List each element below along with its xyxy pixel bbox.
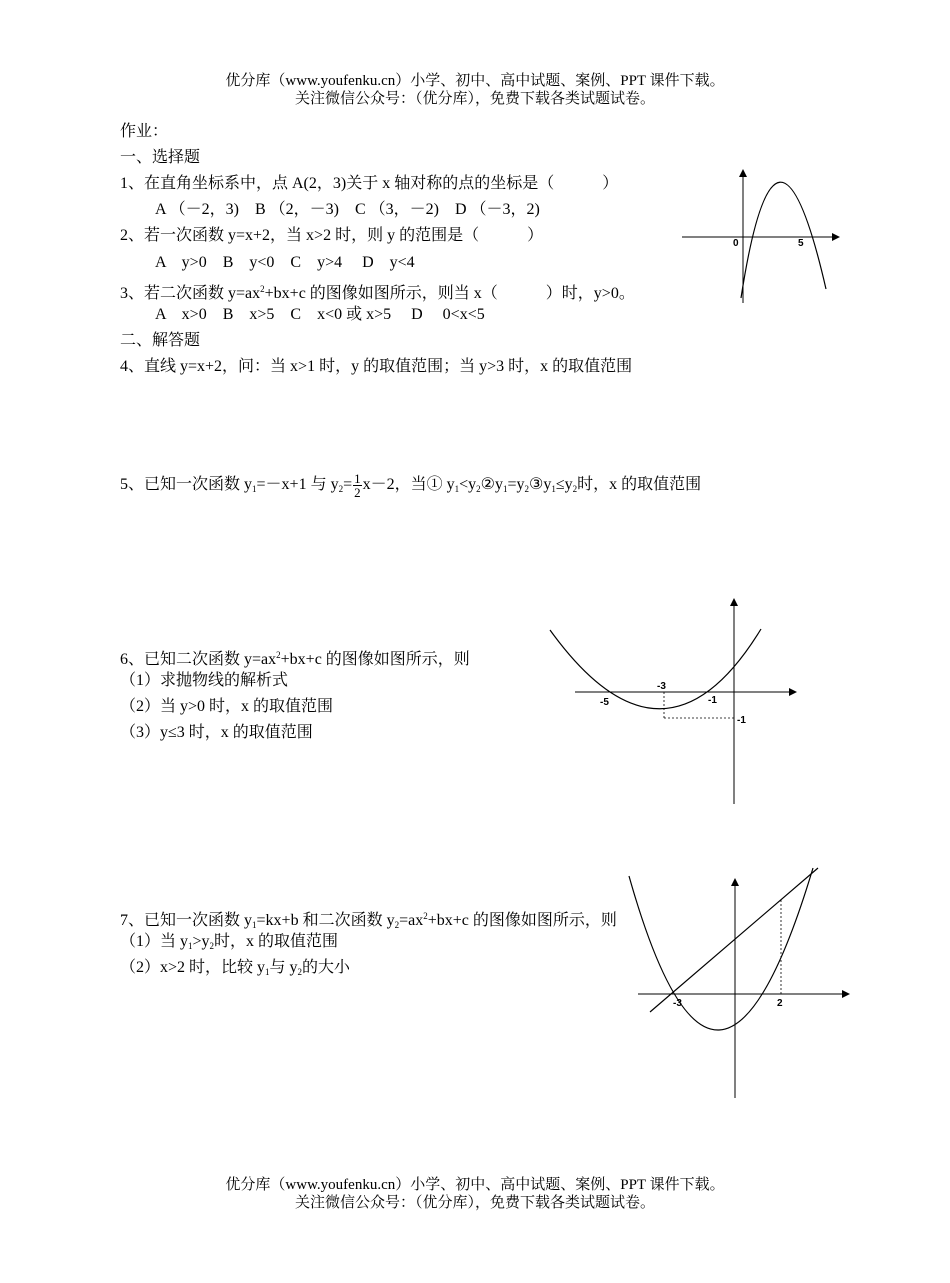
graph-1-x-arrow: [832, 233, 840, 241]
header-line-1: 优分库（www.youfenku.cn）小学、初中、高中试题、案例、PPT 课件下载。: [225, 73, 725, 89]
graph-2-parabola: [545, 592, 805, 807]
graph-2-curve: [550, 629, 761, 709]
question-7-sub-1: （1）当 $y_1>y_2$时，x 的取值范围: [120, 933, 339, 951]
graph-2-y-arrow: [730, 598, 738, 606]
question-7-sub-2: （2）x>2 时，比较 $y_1$与 $y_2$的大小: [120, 959, 351, 977]
graph-1-origin-label: 0: [733, 238, 739, 249]
graph-2-vertex-x-label: -3: [657, 681, 666, 692]
question-6-sub-2: （2）当 y>0 时，x 的取值范围: [120, 698, 334, 715]
graph-1-root-label: 5: [798, 238, 804, 249]
graph-1-y-arrow: [739, 169, 747, 177]
graph-2-min-label: -1: [737, 715, 746, 726]
question-6-sub-3: （3）y≤3 时，x 的取值范围: [120, 724, 313, 741]
graph-1-curve: [741, 182, 826, 298]
footer-line-1: 优分库（www.youfenku.cn）小学、初中、高中试题、案例、PPT 课件下载。: [225, 1177, 725, 1193]
question-1-options: A （－2，3) B （2，－3) C （3，－2) D （－3，2): [155, 201, 540, 218]
graph-2-left-root-label: -5: [600, 697, 609, 708]
question-3-stem: 3、若二次函数 $y=ax^2+bx+c$ 的图像如图所示，则当 x（ ）时，y>0。: [120, 284, 635, 302]
section-choice-heading: 一、选择题: [120, 149, 201, 166]
question-6-sub-1: （1）求抛物线的解析式: [120, 672, 289, 689]
graph-1-parabola: [670, 165, 845, 310]
question-1-stem: 1、在直角坐标系中，点 A(2，3)关于 x 轴对称的点的坐标是（ ）: [120, 175, 619, 192]
footer-line-2: 关注微信公众号：（优分库），免费下载各类试题试卷。: [294, 1195, 655, 1211]
question-3-options: A x>0 B x>5 C x<0 或 x>5 D 0<x<5: [155, 306, 485, 323]
question-5-stem: 5、已知一次函数 $y_1=-x+1$ 与 $y_2=$ $\frac{1}{2}$ x－2，当① $y_1<y_2②y_1=y_2③y_1\le y_2$时，x 的取值范围: [120, 471, 702, 500]
graph-3-line-and-parabola: [625, 862, 855, 1102]
question-6-stem: 6、已知二次函数 $y=ax^2+bx+c$ 的图像如图所示，则: [120, 650, 470, 668]
question-7-stem: 7、已知一次函数 $y_1=kx+b$ 和二次函数 $y_2=ax^2+bx+c$ 的图像如图所示，则: [120, 911, 617, 930]
fraction-one-half: $\frac{1}{2}$: [354, 471, 361, 500]
graph-3-right-label: 2: [777, 998, 783, 1009]
graph-3-x-arrow: [842, 990, 850, 998]
homework-title: 作业：: [120, 123, 169, 140]
graph-2-right-root-label: -1: [708, 695, 717, 706]
question-2-stem: 2、若一次函数 y=x+2，当 x>2 时，则 y 的范围是（ ）: [120, 227, 544, 244]
question-4-stem: 4、直线 y=x+2，问：当 x>1 时，y 的取值范围；当 y>3 时，x 的取值范围: [120, 358, 633, 375]
header-line-2: 关注微信公众号：（优分库），免费下载各类试题试卷。: [294, 91, 655, 107]
graph-3-line: [650, 868, 818, 1012]
graph-3-y-arrow: [731, 878, 739, 886]
graph-3-left-label: -3: [673, 998, 682, 1009]
graph-2-x-arrow: [789, 688, 797, 696]
question-2-options: A y>0 B y<0 C y>4 D y<4: [155, 254, 415, 271]
section-answer-heading: 二、解答题: [120, 332, 201, 349]
